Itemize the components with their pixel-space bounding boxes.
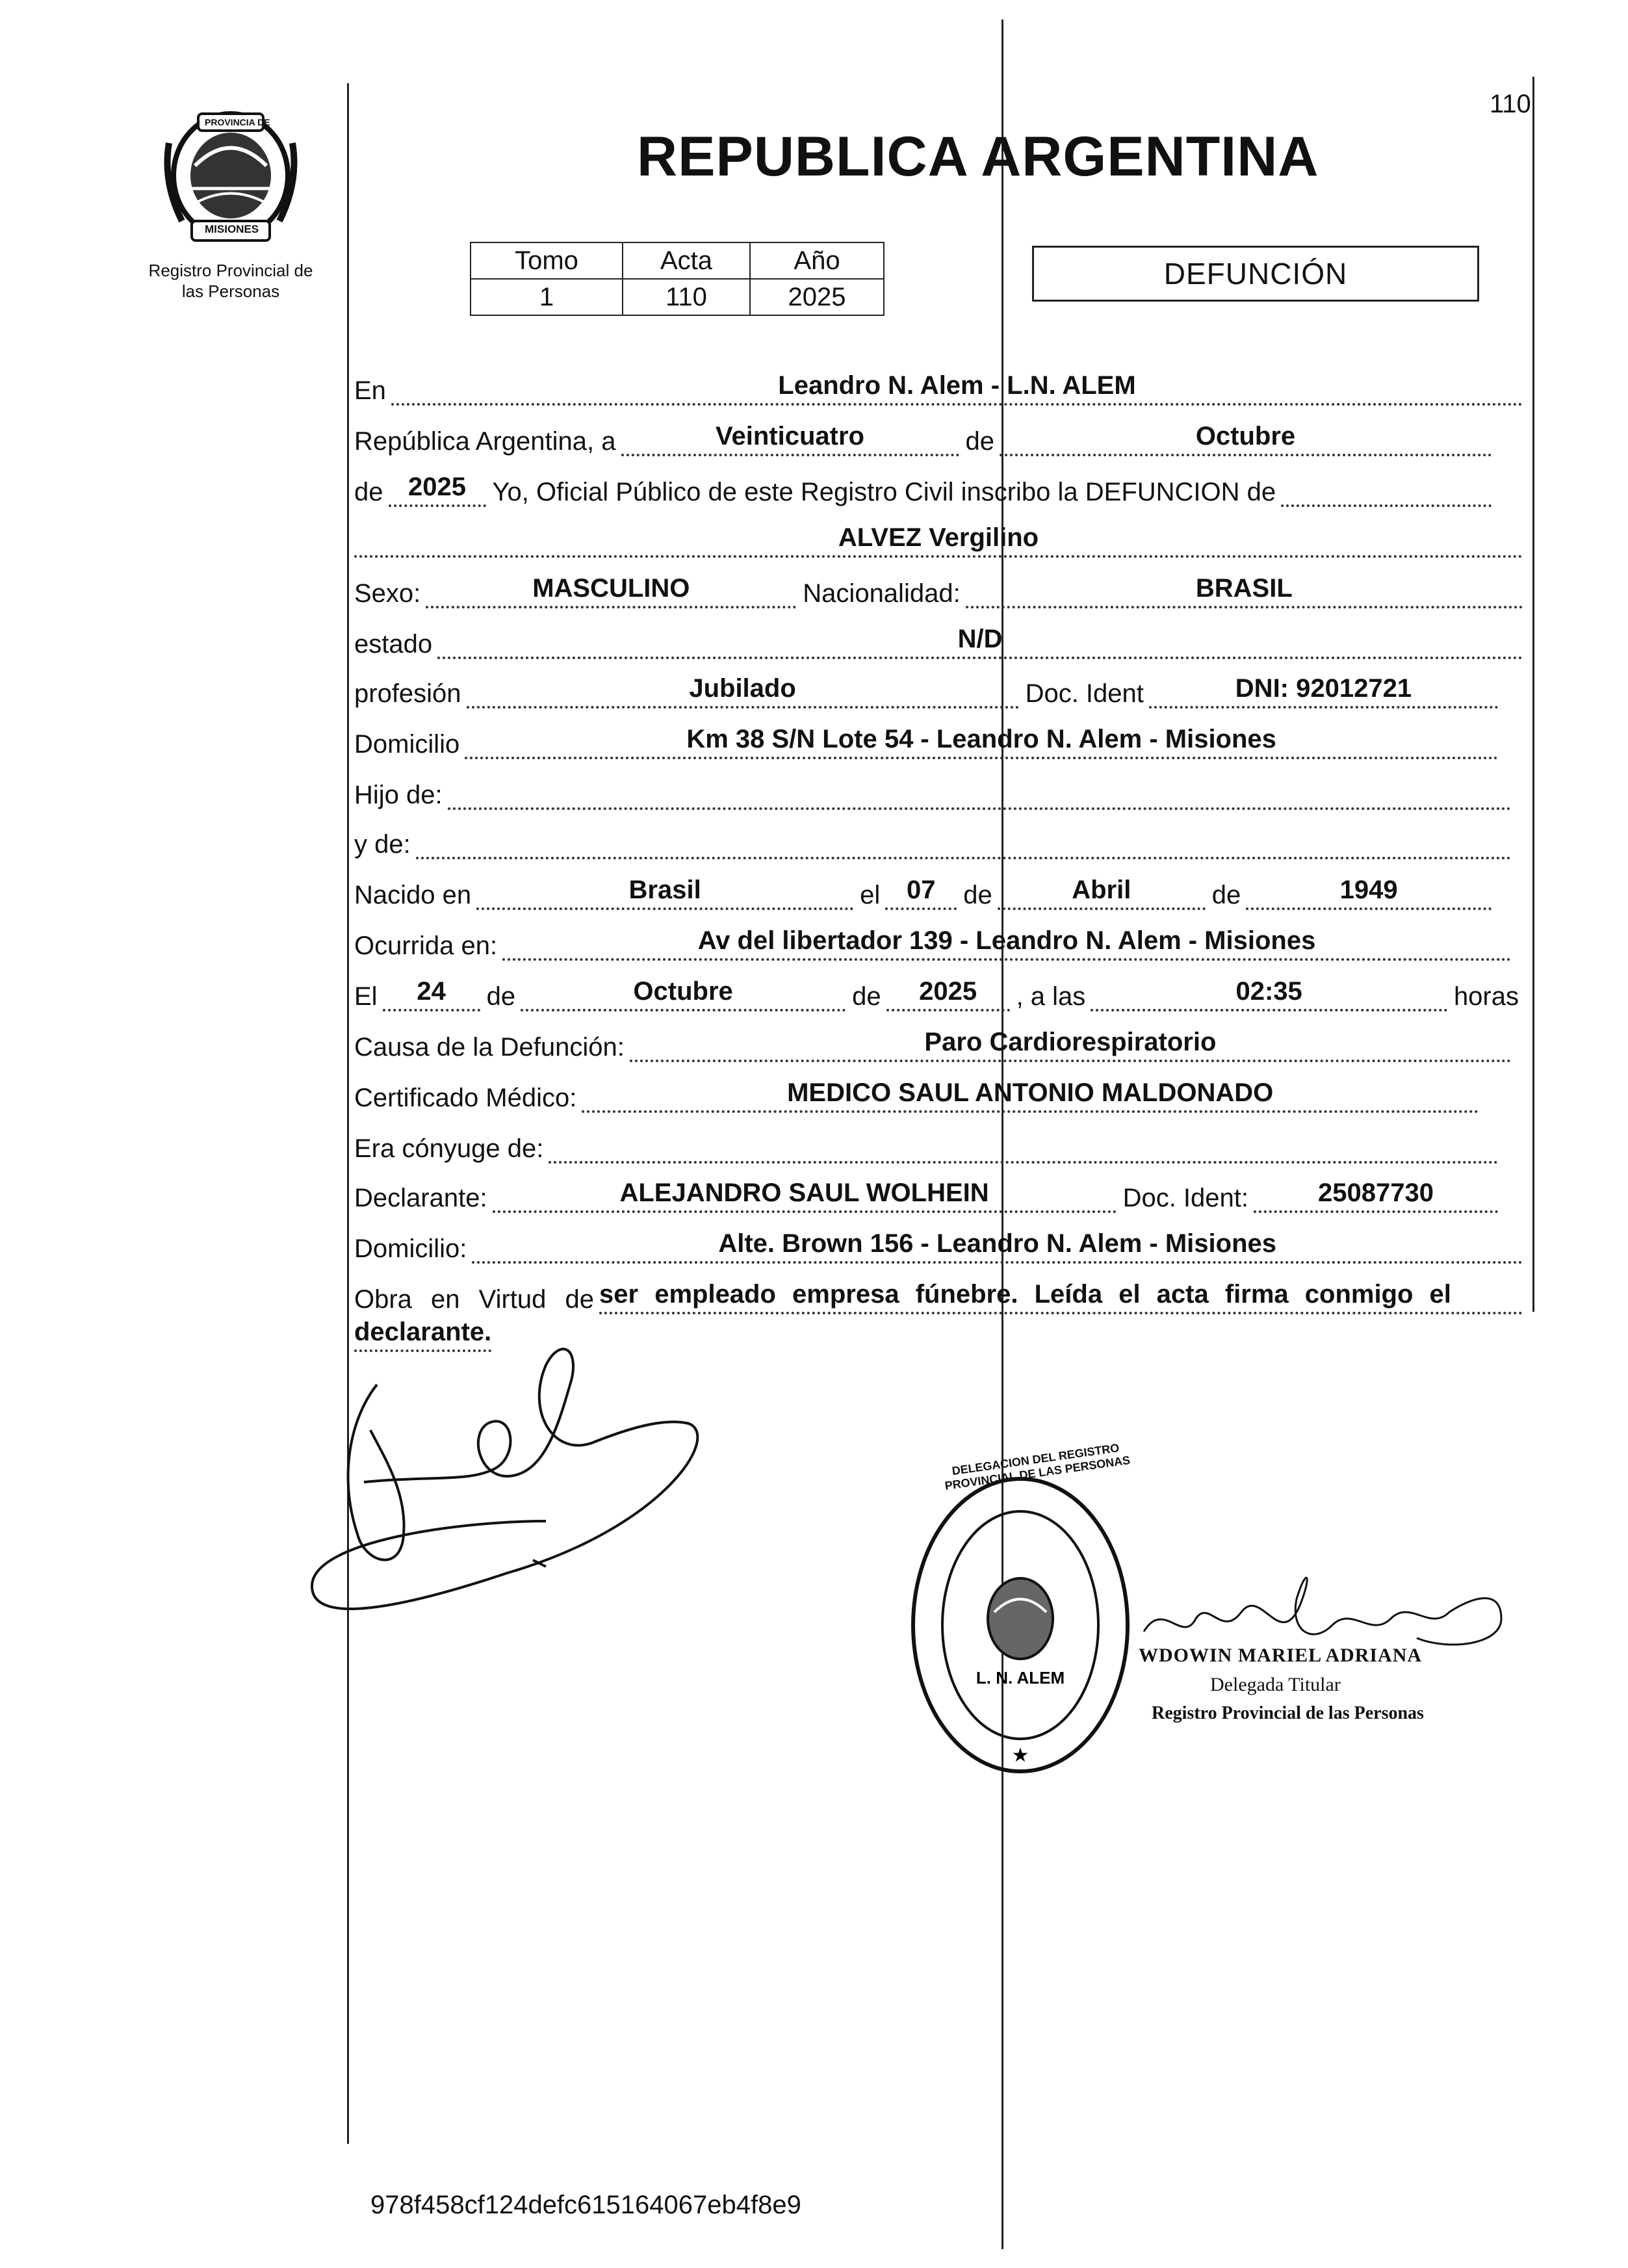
page-title: REPUBLICA ARGENTINA — [637, 125, 1319, 188]
official-stamp — [903, 1469, 1137, 1781]
ref-value-ano: 2025 — [750, 279, 884, 315]
hijo-value — [448, 775, 1511, 810]
en-label: En — [354, 376, 386, 405]
row-nacido — [354, 871, 1498, 910]
birth-de-label: de — [963, 881, 992, 909]
conyuge-value — [549, 1128, 1498, 1164]
row-death-date — [354, 972, 1524, 1011]
yo-text: Yo, Oficial Público de este Registro Civil inscribo la DEFUNCION de — [492, 478, 1276, 506]
page-number: 110 — [1490, 90, 1531, 118]
right-margin-line — [1532, 77, 1534, 1312]
estado-value: N/D — [437, 624, 1523, 659]
row-hijo — [354, 771, 1518, 810]
signatory-role: Delegada Titular — [1210, 1674, 1341, 1695]
sexo-label: Sexo: — [354, 579, 421, 608]
hijo-label: Hijo de: — [354, 781, 443, 809]
domicilio-label: Domicilio — [354, 730, 460, 759]
y-de-value — [416, 824, 1511, 859]
a-las-label: , a las — [1016, 982, 1086, 1011]
birth-el-label: el — [860, 881, 881, 909]
row-profesion — [354, 670, 1505, 709]
birth-day-value: 07 — [885, 875, 957, 910]
death-time-value: 02:35 — [1091, 976, 1447, 1011]
row-decl-domicilio — [354, 1225, 1529, 1264]
crest-text-top: PROVINCIA DE — [205, 117, 270, 127]
ocurrida-label: Ocurrida en: — [354, 932, 498, 960]
row-declarante — [354, 1174, 1505, 1213]
signatory-name: WDOWIN MARIEL ADRIANA — [1139, 1645, 1423, 1666]
y-de-label: y de: — [354, 830, 411, 859]
ref-header-acta: Acta — [623, 242, 750, 279]
row-domicilio — [354, 720, 1505, 759]
day-words-value: Veinticuatro — [621, 421, 959, 456]
row-yo — [354, 468, 1498, 507]
stamp-crest-icon — [988, 1578, 1053, 1659]
row-sexo — [354, 569, 1529, 608]
birth-de2-label: de — [1211, 881, 1241, 909]
birth-year-value: 1949 — [1246, 875, 1492, 910]
decl-domicilio-value: Alte. Brown 156 - Leandro N. Alem - Misiones — [472, 1229, 1523, 1264]
republica-label: República Argentina, a — [354, 427, 616, 456]
decl-domicilio-label: Domicilio: — [354, 1234, 467, 1263]
month-value: Octubre — [1000, 421, 1492, 456]
ref-value-tomo: 1 — [471, 279, 623, 315]
decl-doc-value: 25087730 — [1254, 1178, 1498, 1213]
death-de2-label: de — [852, 982, 881, 1011]
row-deceased-name — [354, 519, 1529, 558]
row-certificado — [354, 1074, 1485, 1113]
domicilio-value: Km 38 S/N Lote 54 - Leandro N. Alem - Misiones — [465, 724, 1498, 759]
stamp-ring-text: DELEGACION DEL REGISTRO PROVINCIAL DE LAS PERSONAS — [944, 1441, 1131, 1492]
row-obra — [354, 1275, 1529, 1314]
declarante-value: ALEJANDRO SAUL WOLHEIN — [493, 1178, 1117, 1213]
left-margin-line — [347, 83, 349, 2144]
registry-caption-line1: Registro Provincial de — [148, 261, 313, 280]
horas-label: horas — [1453, 982, 1519, 1011]
certificado-value: MEDICO SAUL ANTONIO MALDONADO — [582, 1078, 1479, 1113]
ref-table-header-row — [471, 242, 884, 279]
obra-value-line2: declarante. — [354, 1317, 491, 1352]
yo-blank — [1281, 472, 1492, 507]
ref-table — [470, 242, 885, 316]
causa-label: Causa de la Defunción: — [354, 1033, 625, 1062]
ref-table-value-row — [471, 279, 884, 315]
birth-month-value: Abril — [998, 875, 1206, 910]
declarant-signature — [299, 1326, 728, 1632]
decl-doc-label: Doc. Ident: — [1122, 1184, 1248, 1212]
stamp-star-icon: ★ — [1011, 1744, 1029, 1767]
nacido-label: Nacido en — [354, 881, 472, 909]
death-el-label: El — [354, 982, 378, 1011]
ocurrida-value: Av del libertador 139 - Leandro N. Alem - Misiones — [502, 926, 1511, 961]
death-day-value: 24 — [383, 976, 480, 1011]
declarante-label: Declarante: — [354, 1184, 487, 1212]
nacionalidad-value: BRASIL — [966, 573, 1523, 608]
crest-text-bottom: MISIONES — [205, 223, 259, 235]
row-date — [354, 417, 1498, 456]
ref-value-acta: 110 — [623, 279, 750, 315]
nacionalidad-label: Nacionalidad: — [803, 579, 961, 608]
estado-label: estado — [354, 630, 433, 658]
document-hash: 978f458cf124defc615164067eb4f8e9 — [370, 2191, 801, 2219]
signatory-registry: Registro Provincial de las Personas — [1152, 1703, 1424, 1723]
ref-header-tomo: Tomo — [471, 242, 623, 279]
registry-caption — [123, 260, 338, 302]
conyuge-label: Era cónyuge de: — [354, 1134, 544, 1163]
ref-header-ano: Año — [750, 242, 884, 279]
registry-caption-line2: las Personas — [181, 281, 280, 301]
en-value: Leandro N. Alem - L.N. ALEM — [391, 371, 1523, 406]
death-year-value: 2025 — [886, 976, 1010, 1011]
row-en — [354, 367, 1529, 406]
date-de-label: de — [965, 427, 994, 456]
nacido-value: Brasil — [476, 875, 853, 910]
profesion-label: profesión — [354, 679, 461, 708]
row-estado — [354, 620, 1529, 659]
death-de-label: de — [486, 982, 516, 1011]
deceased-name-value: ALVEZ Vergilino — [354, 523, 1523, 558]
profesion-value: Jubilado — [467, 673, 1019, 709]
obra-value-line1: ser empleado empresa fúnebre. Leída el acta firma conmigo el — [599, 1279, 1523, 1314]
causa-value: Paro Cardiorespiratorio — [630, 1027, 1511, 1062]
year-prefix-label: de — [354, 478, 383, 506]
stamp-center-text: L. N. ALEM — [976, 1668, 1065, 1688]
year-value: 2025 — [389, 472, 486, 507]
row-conyuge — [354, 1125, 1505, 1164]
row-y-de — [354, 820, 1518, 859]
obra-label: Obra en Virtud de — [354, 1285, 595, 1314]
certificado-label: Certificado Médico: — [354, 1084, 577, 1112]
row-ocurrida — [354, 922, 1518, 961]
record-type-box: DEFUNCIÓN — [1032, 246, 1479, 302]
sexo-value: MASCULINO — [426, 573, 796, 608]
doc-ident-label: Doc. Ident — [1025, 679, 1144, 708]
doc-ident-value: DNI: 92012721 — [1149, 673, 1498, 709]
death-month-value: Octubre — [521, 976, 846, 1011]
row-causa — [354, 1023, 1518, 1062]
